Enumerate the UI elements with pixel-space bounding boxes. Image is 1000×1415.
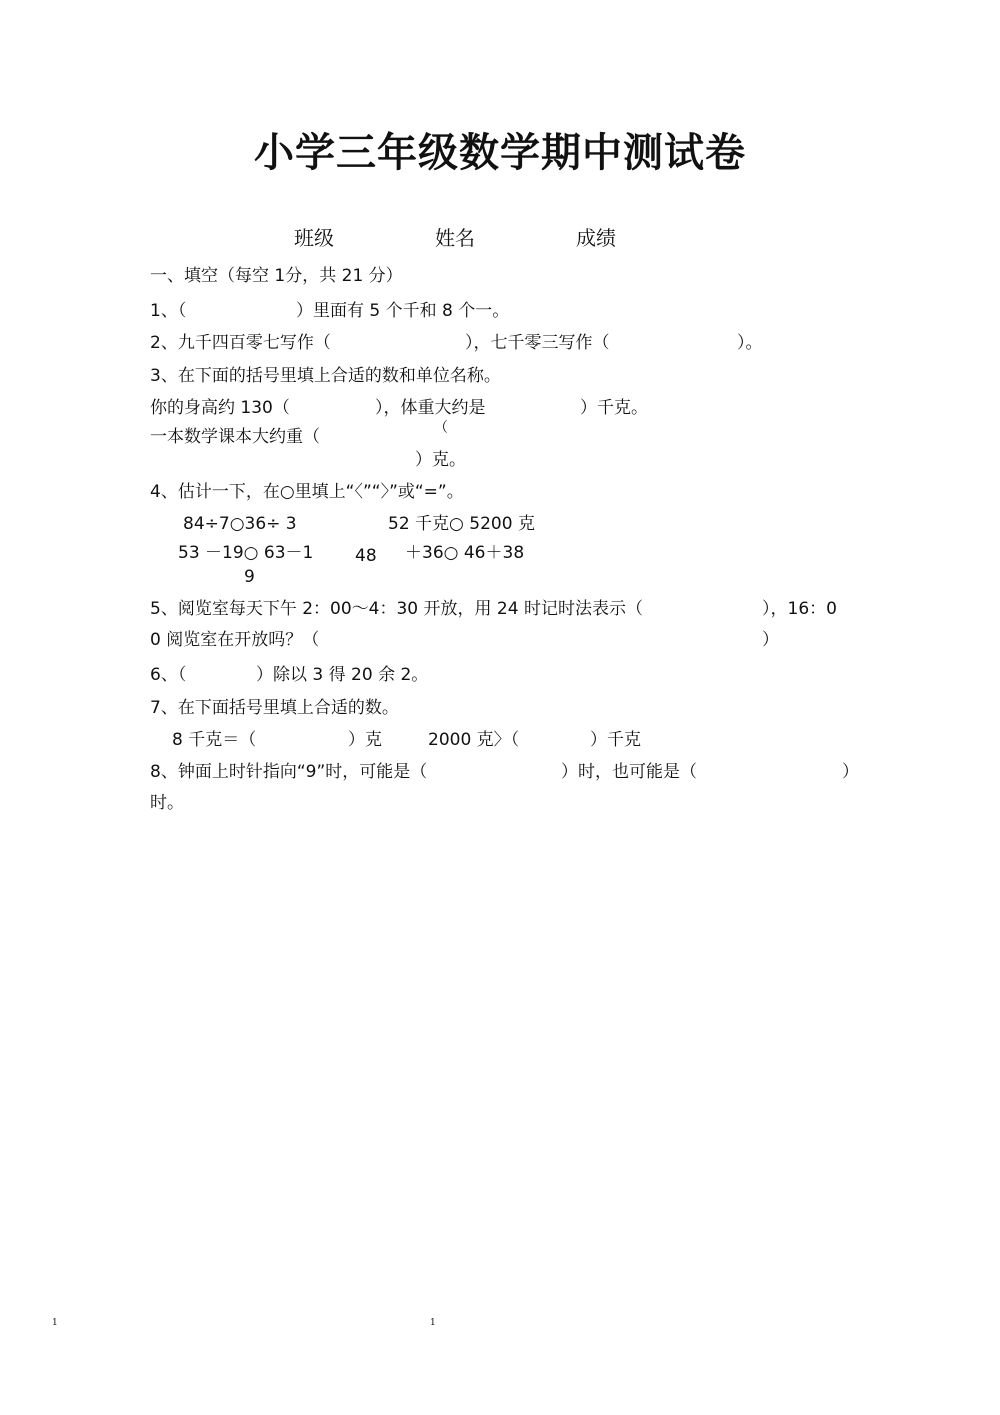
q8-text-a: 8、钟面上时针指向“9”时，可能是（ [150,762,428,782]
q4-expr-2: 52 千克○ 5200 克 [388,514,535,534]
q4-expr-3-wrap: 9 [244,567,255,587]
q1-text-b: ）里面有 5 个千和 8 个一。 [296,301,510,321]
q7-stem: 7、在下面括号里填上合适的数。 [150,698,399,718]
q2-text-a: 2、九千四百零七写作（ [150,333,331,353]
q3-line2-paren: （ [434,420,448,436]
q8-text-d: 时。 [150,793,184,813]
q3-line2-b: ）克。 [415,450,466,470]
name-label: 姓名 [435,226,475,250]
q8-text-b: ）时，也可能是（ [561,762,697,782]
footer-center-number: 1 [430,1318,436,1328]
q2-text-c: ）。 [737,333,763,353]
page-title: 小学三年级数学期中测试卷 [254,129,746,176]
q7-text-d: ）千克 [590,730,641,750]
q4-expr-4-b: ＋36○ 46＋38 [405,543,525,563]
footer-left-number: 1 [52,1318,58,1328]
q3-line1-b: ），体重大约是 [375,398,486,418]
q7-text-c: 2000 克〉（ [428,730,520,750]
q4-expr-3: 53 －19○ 63－1 [178,543,314,563]
q3-line1-c: ）千克。 [580,398,648,418]
q5-text-b: ），16：0 [762,599,837,619]
q6-text-a: 6、（ [150,665,187,685]
section-heading: 一、填空（每空 1分，共 21 分） [150,266,403,286]
class-label: 班级 [294,226,334,250]
q4-stem: 4、估计一下，在○里填上“〈”“〉”或“=”。 [150,482,464,502]
q5-text-c: 0 阅览室在开放吗？（ [150,630,320,650]
q7-text-a: 8 千克＝（ [172,730,257,750]
q5-text-a: 5、阅览室每天下午 2：00～4：30 开放，用 24 时记时法表示（ [150,599,643,619]
q3-stem: 3、在下面的括号里填上合适的数和单位名称。 [150,366,501,386]
q8-text-c: ） [842,762,859,782]
q5-text-d: ） [762,630,779,650]
q1-text-a: 1、（ [150,301,187,321]
q3-line1-a: 你的身高约 130（ [150,398,290,418]
score-label: 成绩 [576,226,616,250]
q7-text-b: ）克 [348,730,382,750]
q2-text-b: ），七千零三写作（ [465,333,610,353]
q4-expr-1: 84÷7○36÷ 3 [183,514,297,534]
q6-text-b: ）除以 3 得 20 余 2。 [256,665,429,685]
q3-line2-a: 一本数学课本大约重（ [150,427,320,447]
q4-expr-4-a: 48 [355,546,377,566]
